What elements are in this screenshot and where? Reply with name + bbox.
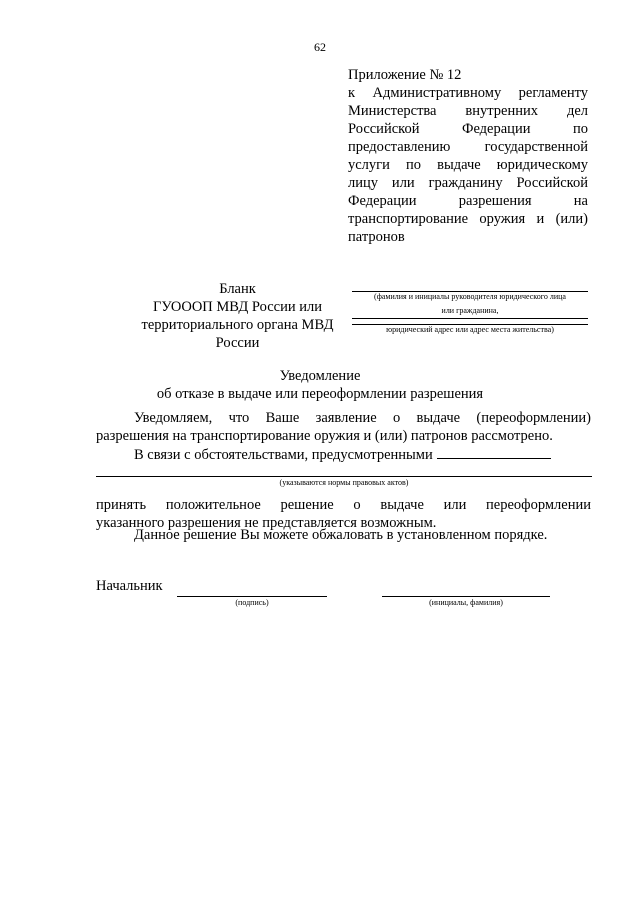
- signature-caption: (подпись): [235, 598, 269, 607]
- recipient-caption: или гражданина,: [441, 306, 499, 315]
- body-paragraph: принять положительное решение о выдаче или переоформлении: [96, 497, 591, 513]
- name-caption: (инициалы, фамилия): [429, 598, 503, 607]
- recipient-caption: юридический адрес или адрес места жительства): [386, 325, 554, 334]
- body-paragraph: Уведомляем, что Ваше заявление о выдаче (переоформлении): [134, 410, 591, 426]
- signature-line: [177, 596, 327, 597]
- appendix-line: предоставлению государственной: [348, 139, 588, 155]
- legal-acts-field: [96, 476, 592, 488]
- appendix-line: к Административному регламенту: [348, 85, 588, 101]
- notice-subtitle: об отказе в выдаче или переоформлении разрешения: [156, 386, 484, 402]
- blank-org-line: территориального органа МВД России: [141, 317, 334, 351]
- appendix-line: Министерства внутренних дел: [348, 103, 588, 119]
- appendix-line: транспортирование оружия и (или): [348, 211, 588, 227]
- notice-heading: [0, 367, 640, 403]
- blank-label: Бланк: [219, 281, 256, 297]
- fill-line: [96, 476, 592, 477]
- blank-org-line: ГУОООП МВД России или: [152, 299, 323, 315]
- recipient-line: [352, 318, 588, 319]
- appendix-line: Российской Федерации по: [348, 121, 588, 137]
- body-paragraph-continued: указанного разрешения не представляется возможным.: [96, 515, 437, 531]
- appendix-line: Федерации разрешения на: [348, 193, 588, 209]
- legal-acts-caption: (указываются нормы правовых актов): [279, 478, 409, 487]
- recipient-block: [352, 291, 588, 335]
- name-line: [382, 596, 550, 597]
- name-field: [382, 596, 550, 608]
- fill-line: [437, 445, 551, 459]
- appendix-line: лицу или гражданину Российской: [348, 175, 588, 191]
- appendix-line: услуги по выдаче юридическому: [348, 157, 588, 173]
- body-paragraph: Данное решение Вы можете обжаловать в установленном порядке.: [134, 527, 548, 543]
- body-paragraph: [96, 445, 591, 464]
- signature-field: [177, 596, 327, 608]
- appendix-line: патронов: [348, 229, 405, 245]
- appendix-title: Приложение № 12: [348, 67, 462, 83]
- signatory-position: Начальник: [96, 578, 163, 594]
- appendix-block: [348, 66, 588, 246]
- body-paragraph-text: В связи с обстоятельствами, предусмотренными: [134, 447, 433, 463]
- recipient-caption: (фамилия и инициалы руководителя юридического лица: [374, 292, 566, 301]
- notice-title: Уведомление: [279, 368, 361, 384]
- blank-block: [120, 280, 355, 352]
- page-number: 62: [314, 40, 326, 54]
- body-paragraph-continued: разрешения на транспортирование оружия и (или) патронов рассмотрено.: [96, 428, 553, 444]
